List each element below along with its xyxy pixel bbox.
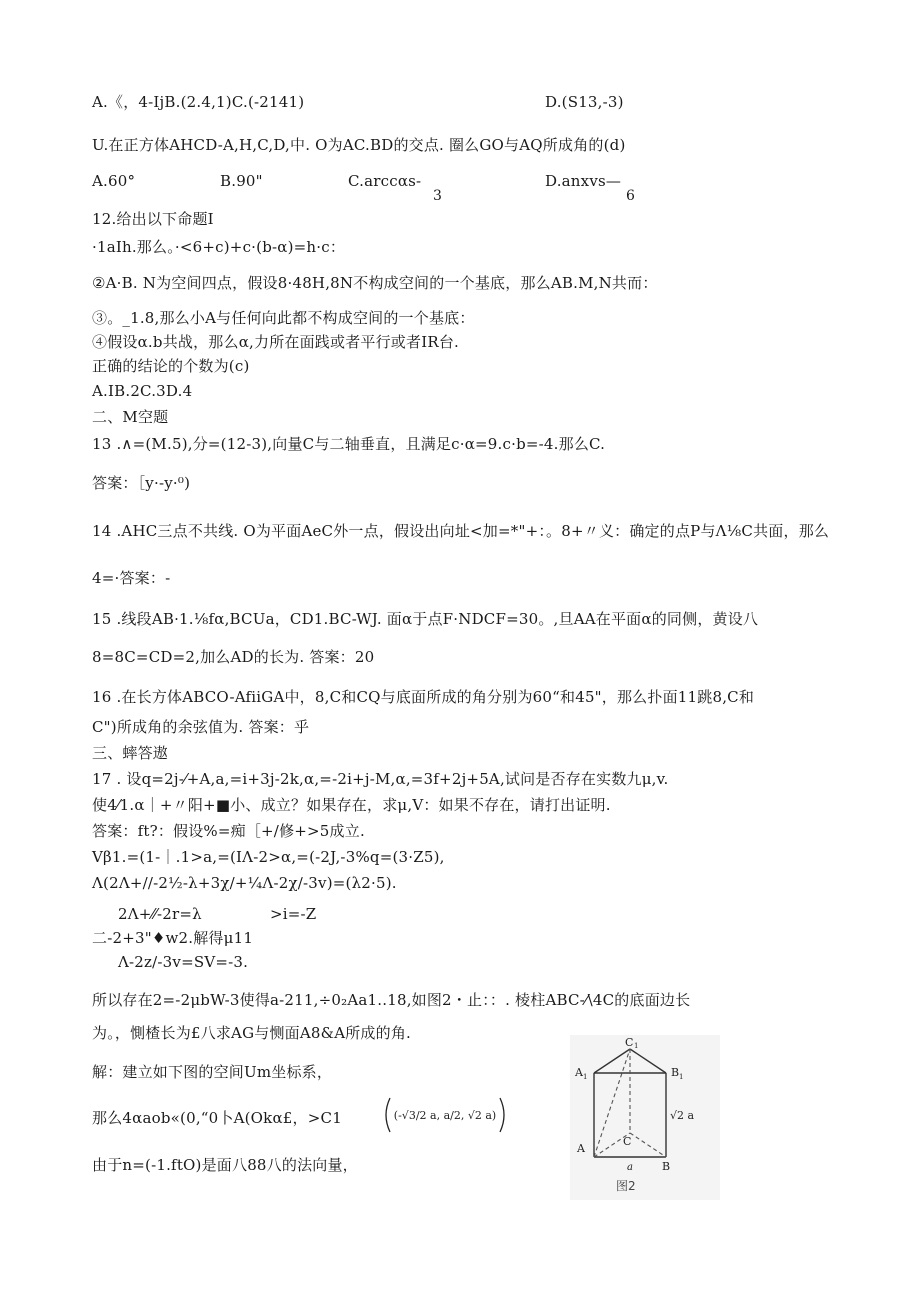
question-11: U.在正方体AHCD-A,H,C,D,中. O为AC.BD的交点. 圈么GO与AQ所成角的(d) bbox=[92, 136, 626, 154]
statement-3: ③。_1.8,那么小A与任何向此都不构成空间的一个基底： bbox=[92, 309, 475, 327]
answer-15: 8=8C=CD=2,加么AD的长为. 答案：20 bbox=[92, 648, 375, 666]
choice-a: A.60° bbox=[92, 172, 136, 190]
solution-line-1: Vβ1.=(1-｜.1>a,=(IΛ-2>α,=(-2J,-3%q=(3·Z5), bbox=[92, 848, 445, 866]
vector-formula-svg bbox=[380, 1090, 510, 1140]
question-12: 12.给出以下命题I bbox=[92, 210, 214, 228]
statement-4: ④假设α.b共战，那么α,力所在面践或者平行或者IR台. bbox=[92, 333, 459, 351]
answer-14: 4=·答案：- bbox=[92, 569, 171, 587]
label-base-edge: a bbox=[627, 1162, 633, 1173]
choice-c: C.arccαs- bbox=[348, 172, 422, 190]
choice-line-11: A.《，4-IjB.(2.4,1)C.(-2141) bbox=[92, 93, 305, 111]
coordinates-line: 那么4αaob«(0,“0卜A(Okα£，>C1 bbox=[92, 1109, 342, 1127]
answer-16: C")所成角的余弦值为. 答案：乎 bbox=[92, 718, 310, 736]
question-12-choices: A.IB.2C.3D.4 bbox=[92, 382, 193, 400]
choice-c-denominator: 3 bbox=[433, 188, 443, 204]
question-13: 13 .∧=(M.5),分=(12-3),向量C与二轴垂直，且满足c·α=9.c·b=-4.那么C. bbox=[92, 435, 606, 453]
vector-formula bbox=[380, 1090, 510, 1140]
question-15: 15 .线段AB·1.⅛fα,BCUa，CD1.BC-WJ. 面α于点F·NDCF=30。,旦AA在平面α的同侧，黄设八 bbox=[92, 610, 759, 628]
prism-diagram bbox=[570, 1035, 720, 1200]
label-c1-sub: 1 bbox=[634, 1042, 639, 1050]
question-17-cont: 使4⁄1.α｜+〃阳+■小、成立？如果存在，求μ,V：如果不存在，请打出证明. bbox=[92, 796, 611, 814]
label-c: C bbox=[623, 1135, 632, 1148]
label-a1: A bbox=[575, 1066, 583, 1079]
label-b1: B bbox=[671, 1066, 680, 1079]
normal-vector-line: 由于n=(-1.ftO)是面八88八的法向量， bbox=[92, 1156, 358, 1174]
system-eq-3: Λ-2z∕-3v=SV=-3. bbox=[118, 953, 249, 971]
vector-formula-text: (-√3/2 a, a/2, √2 a) bbox=[393, 1109, 497, 1122]
choice-d-denominator: 6 bbox=[626, 188, 636, 204]
choice-d: D.anxvs— bbox=[545, 172, 622, 190]
statement-2: ②A·B. N为空间四点，假设8·48H,8N不构成空间的一个基底，那么AB.M,N共而： bbox=[92, 274, 658, 292]
question-12-prompt: 正确的结论的个数为(c) bbox=[92, 357, 250, 375]
label-b: B bbox=[662, 1160, 671, 1173]
question-14: 14 .AHC三点不共线. O为平面AeC外一点，假设出向址<加=*"+：。8+〃义：确定的点P与Λ⅛C共面，那么 bbox=[92, 522, 830, 540]
question-16: 16 .在长方体ABCO-AfiiGA中，8,C和CQ与底面所成的角分别为60“和45"，那么扑面11跳8,C和 bbox=[92, 688, 755, 706]
label-b1-sub: 1 bbox=[679, 1073, 684, 1081]
system-eq-1: 2Λ+⁄⁄-2r=λ bbox=[118, 905, 202, 923]
solution-18-start: 解：建立如下图的空间Um坐标系， bbox=[92, 1063, 333, 1081]
question-18-cont: 为。，惻楂长为£八求AG与恻面A8&A所成的角. bbox=[92, 1024, 411, 1042]
statement-1: ·1aIh.那么。·<6+c)+c·(b-α)=h·c： bbox=[92, 238, 346, 256]
question-17: 17 . 设q=2j-⁄+A,a,=i+3j-2k,α,=-2i+j-M,α,=3f+2j+5A,试问是否存在实数九μ,v. bbox=[92, 770, 669, 788]
system-eq-2: 二-2+3"♦w2.解得μ11 bbox=[92, 929, 254, 947]
answer-17: 答案：ft?：假设%=痴［+/修+>5成立. bbox=[92, 822, 365, 840]
choice-d-11: D.(S13,-3) bbox=[545, 93, 624, 111]
label-height: √2 a bbox=[670, 1109, 695, 1122]
figure-caption: 图2 bbox=[616, 1179, 636, 1193]
answer-13: 答案：［y·-y·⁰) bbox=[92, 474, 191, 492]
system-result: >i=-Z bbox=[270, 905, 317, 923]
prism-figure bbox=[570, 1035, 720, 1200]
label-c1: C bbox=[625, 1036, 634, 1049]
label-a1-sub: 1 bbox=[583, 1073, 588, 1081]
solution-line-2: Λ(2Λ+//-2½-λ+3χ/+¼Λ-2χ∕-3v)=(λ2·5). bbox=[92, 874, 397, 892]
section-heading-2: 二、M空题 bbox=[92, 408, 169, 426]
section-heading-3: 三、蟀答遨 bbox=[92, 744, 169, 762]
choice-b: B.90" bbox=[220, 172, 263, 190]
label-a: A bbox=[577, 1142, 585, 1155]
conclusion-line: 所以存在2=-2μbW-3使得a-211,÷0₂Aa1..18,如图2・止：：. 棱柱ABC-⁄\4C的底面边长 bbox=[92, 991, 691, 1009]
